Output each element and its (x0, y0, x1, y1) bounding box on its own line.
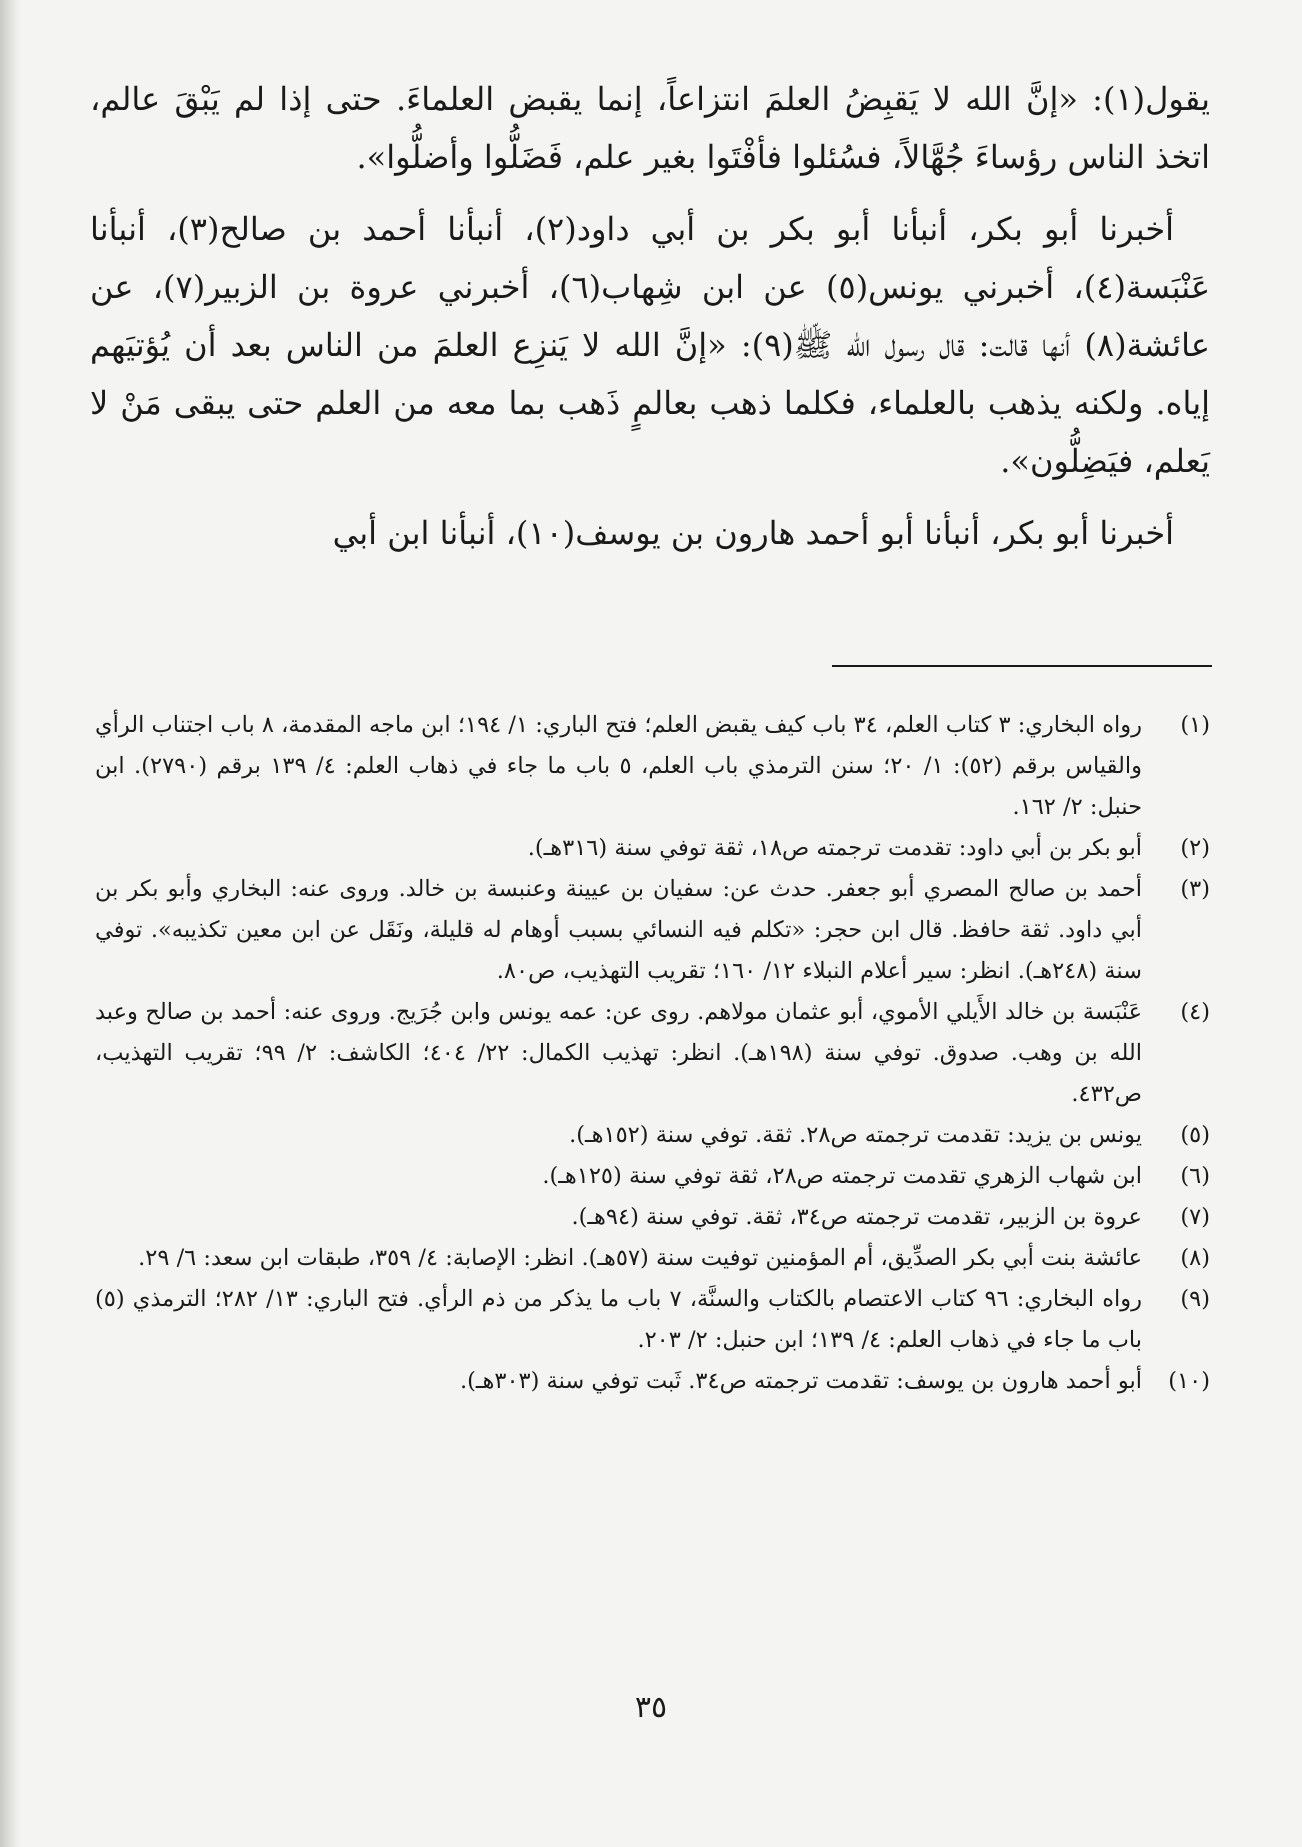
footnote-number: (١) (1180, 712, 1210, 738)
footnote-text: أبو أحمد هارون بن يوسف: تقدمت ترجمته ص٣٤. ثَبت توفي سنة (٣٠٣هـ). (459, 1368, 1142, 1394)
footnote-number: (٦) (1180, 1163, 1210, 1189)
paragraph-1: يقول(١): «إنَّ الله لا يَقبِضُ العلمَ انتزاعاً، إنما يقبض العلماءَ. حتى إذا لم يَبْقَ عالم، اتخذ الناس رؤساءَ جُهَّالاً، فسُئلوا فأفْتَوا بغير علم، فَضَلُّوا وأضلُّوا». (90, 80, 1210, 176)
footnote-8 (95, 1238, 1210, 1279)
footnote-number: (٣) (1180, 876, 1210, 902)
footnote-9 (95, 1279, 1210, 1361)
footnote-text: عروة بن الزبير، تقدمت ترجمته ص٣٤، ثقة. توفي سنة (٩٤هـ). (571, 1204, 1142, 1230)
footnote-4 (95, 992, 1210, 1115)
footnote-text: أبو بكر بن أبي داود: تقدمت ترجمته ص١٨، ثقة توفي سنة (٣١٦هـ). (527, 835, 1142, 861)
footnote-number: (٧) (1180, 1204, 1210, 1230)
footnote-number: (٨) (1180, 1245, 1210, 1271)
footnotes (95, 705, 1210, 1402)
footnote-1 (95, 705, 1210, 828)
footnote-separator (832, 665, 1212, 667)
footnote-5 (95, 1115, 1210, 1156)
page-number: ٣٥ (634, 1690, 668, 1725)
footnote-number: (٩) (1180, 1286, 1210, 1312)
footnote-number: (٤) (1180, 999, 1210, 1025)
footnote-number: (١٠) (1168, 1368, 1210, 1394)
footnote-text: ابن شهاب الزهري تقدمت ترجمته ص٢٨، ثقة توفي سنة (١٢٥هـ). (542, 1163, 1142, 1189)
paragraph-2: أخبرنا أبو بكر، أنبأنا أبو بكر بن أبي داود(٢)، أنبأنا أحمد بن صالح(٣)، أنبأنا عَنْبَسة(٤)، أخبرني يونس(٥) عن ابن شِهاب(٦)، أخبرني عروة بن الزبير(٧)، عن عائشة(٨) أنها قالت: قال رسول الله ﷺ(٩): «إنَّ الله لا يَنزِع العلمَ من الناس بعد أن يُؤتيَهم إياه. ولكنه يذهب بالعلماء، فكلما ذهب بعالمٍ ذَهب بما معه من العلم حتى يبقى مَنْ لا يَعلم، فيَضِلُّون». (90, 210, 1211, 480)
footnote-text: رواه البخاري: ٣ كتاب العلم، ٣٤ باب كيف يقبض العلم؛ فتح الباري: ١/ ١٩٤؛ ابن ماجه المقدمة، ٨ باب اجتناب الرأي والقياس برقم (٥٢): ١/ ٢٠؛ سنن الترمذي باب العلم، ٥ باب ما جاء في ذهاب العلم: ٤/ ١٣٩ برقم (٢٧٩٠). ابن حنبل: ٢/ ١٦٢. (95, 712, 1142, 820)
footnote-number: (٥) (1180, 1122, 1210, 1148)
footnote-text: عَنْبَسة بن خالد الأَيلي الأموي، أبو عثمان مولاهم. روى عن: عمه يونس وابن جُرَيج. وروى عنه: أحمد بن صالح وعبد الله بن وهب. صدوق. توفي سنة (١٩٨هـ). انظر: تهذيب الكمال: ٢٢/ ٤٠٤؛ الكاشف: ٢/ ٩٩؛ تقريب التهذيب، ص٤٣٢. (95, 999, 1142, 1107)
footnote-text: عائشة بنت أبي بكر الصدِّيق، أم المؤمنين توفيت سنة (٥٧هـ). انظر: الإصابة: ٤/ ٣٥٩، طبقات ابن سعد: ٦/ ٢٩. (138, 1245, 1142, 1271)
footnote-7 (95, 1197, 1210, 1238)
footnote-6 (95, 1156, 1210, 1197)
book-gutter-shadow (0, 0, 22, 1847)
footnote-number: (٢) (1180, 835, 1210, 861)
footnote-3 (95, 869, 1210, 992)
paragraph-3: أخبرنا أبو بكر، أنبأنا أبو أحمد هارون بن يوسف(١٠)، أنبأنا ابن أبي (332, 514, 1174, 552)
main-text-block (90, 70, 1210, 576)
footnote-2 (95, 828, 1210, 869)
footnote-text: رواه البخاري: ٩٦ كتاب الاعتصام بالكتاب والسنَّة، ٧ باب ما يذكر من ذم الرأي. فتح الباري: ١٣/ ٢٨٢؛ الترمذي (٥) باب ما جاء في ذهاب العلم: ٤/ ١٣٩؛ ابن حنبل: ٢/ ٢٠٣. (95, 1286, 1142, 1353)
footnote-text: أحمد بن صالح المصري أبو جعفر. حدث عن: سفيان بن عيينة وعنبسة بن خالد. وروى عنه: البخاري وأبو بكر بن أبي داود. ثقة حافظ. قال ابن حجر: «تكلم فيه النسائي بسبب أوهام له قليلة، ونَقَل عن ابن معين تكذيبه». توفي سنة (٢٤٨هـ). انظر: سير أعلام النبلاء ١٢/ ١٦٠؛ تقريب التهذيب، ص٨٠. (95, 876, 1142, 984)
footnote-text: يونس بن يزيد: تقدمت ترجمته ص٢٨. ثقة. توفي سنة (١٥٢هـ). (569, 1122, 1142, 1148)
footnote-10 (95, 1361, 1210, 1402)
body-text (90, 70, 1210, 562)
